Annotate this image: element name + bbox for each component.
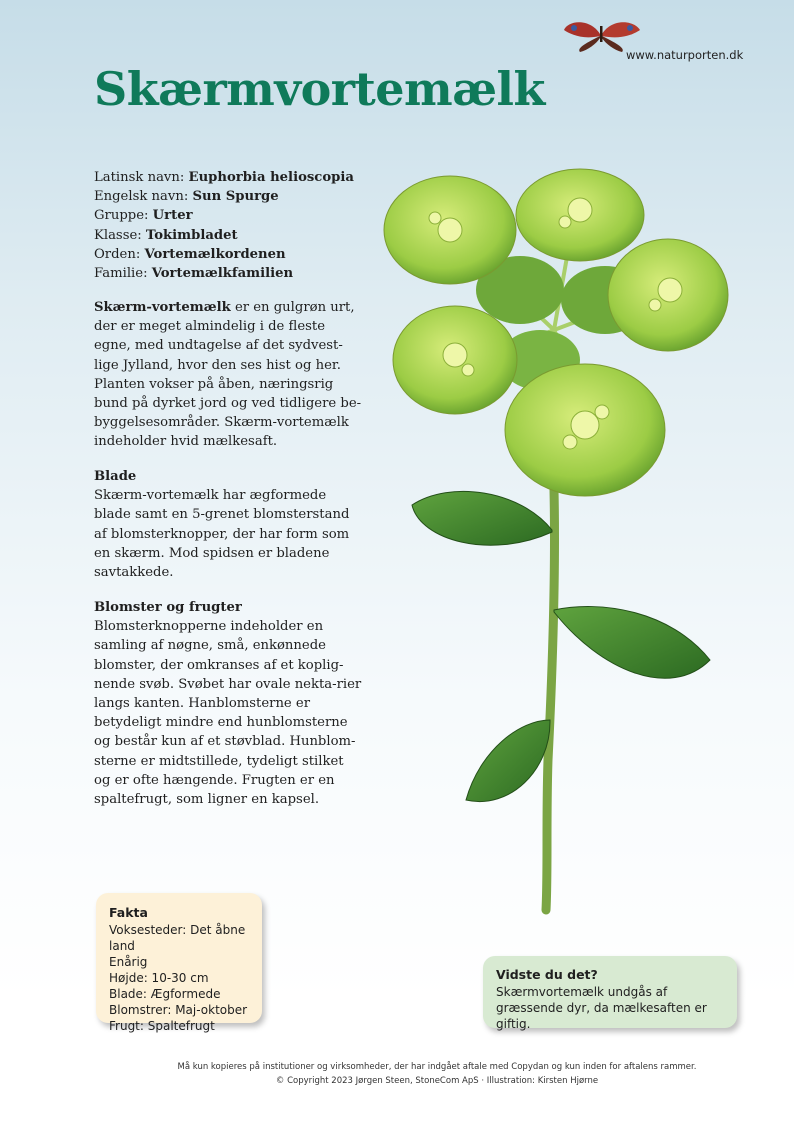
footer-license: Må kun kopieres på institutioner og virksomheder, der har indgået aftale med Copydan og kun inden for aftalens rammer. bbox=[177, 1062, 697, 1072]
footer-copyright: © Copyright 2023 Jørgen Steen, StoneCom ApS · Illustration: Kirsten Hjørne bbox=[275, 1076, 599, 1086]
intro-section bbox=[94, 298, 362, 452]
flowers-text: Blomsterknopperne indeholder en samling af nøgne, små, enkønnede blomster, der omkranses af et koplig-nende svøb. Svøbet har ovale nekta-rier langs kanten. Hanblomsterne er betydeligt mindre end hunblomsterne og består kun af et støvblad. Hunblom-sterne er midtstillede, tydeligt stilket og er ofte hængende. Frugten er en spaltefrugt, som ligner en kapsel. bbox=[94, 619, 362, 808]
did-you-know-title: Vidste du det? bbox=[496, 967, 598, 982]
leaves-section bbox=[94, 467, 362, 582]
did-you-know-box bbox=[483, 956, 737, 1031]
intro-text: er en gulgrøn urt, der er meget almindelig i de fleste egne, med undtagelse af det sydvest-lige Jylland, hvor den ses hist og her. Planten vokser på åben, næringsrig bund på dyrket jord og ved tidligere be-byggelsesområder. Skærm-vortemælk indeholder hvid mælkesaft. bbox=[94, 300, 362, 450]
fakta-line: Blomstrer: Maj-oktober bbox=[109, 1003, 248, 1017]
taxonomy-row bbox=[94, 264, 354, 283]
taxonomy-value: Euphorbia helioscopia bbox=[188, 170, 354, 185]
fakta-line: Frugt: Spaltefrugt bbox=[109, 1019, 215, 1033]
taxonomy-label: Latinsk navn: bbox=[94, 170, 189, 185]
leaves-text: Skærm-vortemælk har ægformede blade samt en 5-grenet blomsterstand af blomsterknopper, der har form som en skærm. Mod spidsen er bladene savtakkede. bbox=[94, 488, 350, 581]
taxonomy-value: Vortemælkfamilien bbox=[151, 266, 294, 282]
taxonomy-value: Vortemælkordenen bbox=[144, 246, 286, 262]
taxonomy-label: Gruppe: bbox=[94, 208, 153, 224]
fakta-line: Enårig bbox=[109, 955, 148, 969]
fakta-line: Blade: Ægformede bbox=[109, 987, 221, 1001]
flowers-heading: Blomster og frugter bbox=[94, 600, 242, 615]
site-url[interactable]: www.naturporten.dk bbox=[626, 48, 744, 62]
page-title: Skærmvortemælk bbox=[94, 62, 545, 116]
intro-bold: Skærm-vortemælk bbox=[94, 300, 231, 315]
taxonomy-label: Orden: bbox=[94, 246, 145, 262]
intro-paragraph bbox=[94, 298, 362, 452]
taxonomy-row bbox=[94, 187, 354, 206]
fakta-line: Højde: 10-30 cm bbox=[109, 971, 209, 985]
fakta-box bbox=[96, 893, 262, 1033]
taxonomy-label: Engelsk navn: bbox=[94, 189, 193, 205]
taxonomy-row bbox=[94, 206, 354, 225]
taxonomy-label: Klasse: bbox=[94, 227, 146, 243]
taxonomy-row bbox=[94, 245, 354, 264]
taxonomy-list bbox=[94, 168, 354, 283]
taxonomy-row bbox=[94, 226, 354, 245]
taxonomy-value: Urter bbox=[152, 208, 193, 224]
taxonomy-value: Tokimbladet bbox=[145, 227, 238, 243]
fakta-line: Voksesteder: Det åbne land bbox=[109, 923, 246, 953]
plant-illustration bbox=[370, 160, 730, 920]
flowers-section bbox=[94, 598, 362, 809]
did-you-know-text: Skærmvortemælk undgås af græssende dyr, da mælkesaften er giftig. bbox=[496, 985, 707, 1031]
taxonomy-row bbox=[94, 168, 354, 187]
taxonomy-value: Sun Spurge bbox=[192, 189, 279, 205]
fakta-title: Fakta bbox=[109, 905, 148, 920]
leaves-heading: Blade bbox=[94, 469, 137, 484]
taxonomy-label: Familie: bbox=[94, 266, 152, 282]
